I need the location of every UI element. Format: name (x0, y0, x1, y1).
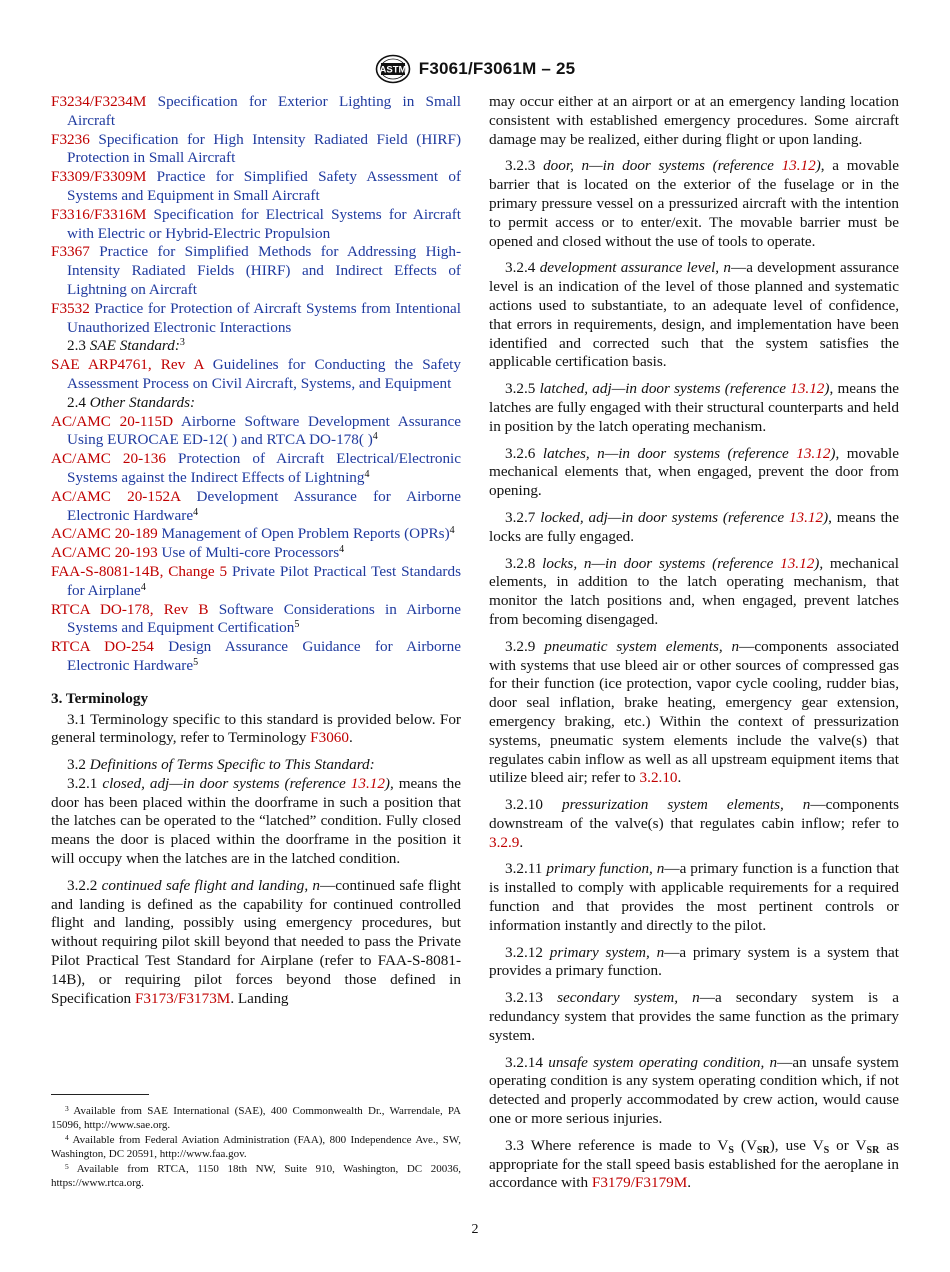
definition-3-2-5: 3.2.5 latched, adj—in door systems (reference 13.12), means the latches are fully engaged with their structural counterparts and held in position by the latch operating mechanism. (489, 380, 900, 435)
paragraph-3-2: 3.2 Definitions of Terms Specific to This Standard: (67, 756, 375, 774)
reference-entry (51, 413, 461, 451)
reference-code-link[interactable]: RTCA DO-254 (51, 638, 154, 656)
cross-reference-link[interactable]: F3179/F3179M (591, 1174, 688, 1192)
definition-3-2-10: 3.2.10 pressurization system elements, n—components downstream of the valve(s) that regulates cabin inflow; refer to 3.2.9. (489, 796, 899, 851)
reference-entry (51, 638, 461, 676)
page-number: 2 (471, 1222, 479, 1237)
cross-reference-link[interactable]: 13.12 (790, 380, 825, 398)
reference-entry (51, 563, 461, 601)
footnote-marker: 5 (294, 619, 300, 631)
reference-entry (51, 356, 461, 394)
reference-title-link[interactable]: Practice for Simplified Safety Assessment of Systems and Equipment in Small Aircraft (67, 168, 461, 204)
cross-reference-link[interactable]: 13.12 (781, 157, 816, 175)
defined-term: primary system, n (549, 943, 665, 961)
defined-term: closed, adj—in door systems (reference (102, 774, 346, 792)
footnote-divider (51, 1094, 149, 1095)
right-column (489, 93, 899, 1193)
defined-term: continued safe flight and landing, n (101, 876, 321, 894)
definition-3-2-4: 3.2.4 development assurance level, n—a development assurance level is an indication of the level of those planned and systematic actions used to substantiate, to an adequate level of confidence, that errors in requirements, design, and implementation have been identified and corrected such that the system satisfies the applicable certification basis. (489, 259, 900, 371)
reference-title-link[interactable]: Specification for Exterior Lighting in Small Aircraft (67, 93, 461, 129)
page-header (0, 52, 950, 86)
cross-reference-link[interactable]: 3.2.10 (639, 769, 678, 787)
reference-code-link[interactable]: AC/AMC 20-189 (51, 525, 158, 543)
reference-code-link[interactable]: F3532 (51, 299, 90, 317)
svg-text:ASTM: ASTM (379, 64, 407, 76)
reference-entry (51, 525, 461, 544)
definition-3-2-2: 3.2.2 continued safe flight and landing, n—continued safe flight and landing is defined as the capability for continued controlled flight and landing, possibly using emergency procedures, but without requiring pilot skill beyond that needed to pass the Private Pilot Practical Test Standard for Airplane (refer to FAA-S-8081-14B), or requiring pilot forces beyond those defined in Specification F3173/F3173M. Landing (51, 876, 462, 1007)
section-heading-terminology: 3. Terminology (51, 689, 149, 707)
reference-entry (51, 131, 461, 169)
reference-title-link[interactable]: Practice for Simplified Methods for Addressing High-Intensity Radiated Fields (HIRF) and Indirect Effects of Lightning on Aircraft (67, 243, 461, 298)
defined-term: primary function, n (546, 860, 665, 878)
reference-title-link[interactable]: Software Considerations in Airborne Systems and Equipment Certification (67, 600, 462, 637)
reference-code-link[interactable]: F3309/F3309M (51, 168, 147, 186)
reference-code-link[interactable]: RTCA DO-178, Rev B (51, 600, 209, 618)
footnote: $^5$ Available from RTCA, 1150 18th NW, Suite 910, Washington, DC 20036, https://www.rtca.org. (51, 1162, 461, 1189)
paragraph-3-3: 3.3 Where reference is made to VS (VSR), use VS or VSR as appropriate for the stall speed basis established for the aeroplane in accordance with F3179/F3179M. (489, 1136, 899, 1192)
reference-title-link[interactable]: Specification for High Intensity Radiated Field (HIRF) Protection in Small Aircraft (67, 130, 462, 167)
left-column (51, 93, 461, 1008)
reference-code-link[interactable]: SAE ARP4761, Rev A (51, 356, 204, 374)
defined-term: door, n—in door systems (reference (543, 157, 774, 175)
footnote-marker: 4 (193, 506, 199, 518)
footnote-marker: 5 (193, 656, 199, 668)
footnote-marker: 4 (372, 431, 378, 443)
cross-reference-link[interactable]: 3.2.9 (489, 833, 520, 851)
definition-3-2-11: 3.2.11 primary function, n—a primary function is a function that is installed to comply with applicable requirements for a required function and that provides the most pertinent controls or information instantly and directly to the pilot. (489, 860, 900, 934)
cross-reference-link[interactable]: 13.12 (796, 444, 831, 462)
definition-3-2-12: 3.2.12 primary system, n—a primary system is a system that provides a primary function. (489, 943, 899, 980)
reference-title-link[interactable]: Practice for Protection of Aircraft Systems from Intentional Unauthorized Electronic Interactions (67, 299, 462, 336)
defined-term: locks, n—in door systems (reference (542, 554, 774, 572)
sae-standard-heading: 2.3 SAE Standard:$^3$ (67, 337, 185, 355)
other-standards-heading: 2.4 Other Standards: (67, 393, 196, 411)
footnote-number: 5 (65, 1162, 69, 1171)
reference-entry (51, 488, 461, 526)
reference-entry (51, 450, 461, 488)
reference-title-link[interactable]: Private Pilot Practical Test Standards for Airplane (67, 562, 461, 599)
definition-3-2-13: 3.2.13 secondary system, n—a secondary system is a redundancy system that provides the same function as the primary system. (489, 989, 899, 1044)
footnote-marker: 4 (339, 544, 345, 556)
reference-title-link[interactable]: Specification for Electrical Systems for Aircraft with Electric or Hybrid-Electric Propulsion (67, 205, 461, 242)
definition-3-2-6: 3.2.6 latches, n—in door systems (reference 13.12), movable mechanical elements that, when engaged, prevent the door from opening. (489, 444, 900, 500)
footnote: $^3$ Available from SAE International (SAE), 400 Commonwealth Dr., Warrendale, PA 15096, http://www.sae.org. (51, 1104, 461, 1131)
defined-term: pressurization system elements, n (561, 796, 811, 814)
defined-term: pneumatic system elements, n (544, 637, 740, 655)
cross-reference-link[interactable]: 13.12 (788, 508, 824, 526)
definition-3-2-7: 3.2.7 locked, adj—in door systems (reference 13.12), means the locks are fully engaged. (489, 508, 900, 545)
reference-entry (51, 601, 461, 639)
reference-entry (51, 300, 461, 338)
footnote: $^4$ Available from Federal Aviation Administration (FAA), 800 Independence Ave., SW, Washington, DC 20591, http://www.faa.gov. (51, 1133, 461, 1160)
defined-term: locked, adj—in door systems (reference (540, 508, 785, 526)
reference-title-link[interactable]: Management of Open Problem Reports (OPRs) (161, 525, 450, 543)
cross-reference-link[interactable]: 13.12 (350, 774, 385, 792)
reference-entry (51, 544, 461, 563)
footnote-marker: 4 (364, 468, 370, 480)
reference-code-link[interactable]: AC/AMC 20-136 (51, 450, 166, 468)
reference-code-link[interactable]: F3316/F3316M (51, 205, 147, 223)
definition-3-2-8: 3.2.8 locks, n—in door systems (reference 13.12), mechanical elements, in addition to the latch operating mechanism, that monitor the latch positions and, when engaged, prevent latches from becoming disengaged. (489, 554, 900, 628)
reference-code-link[interactable]: FAA-S-8081-14B, Change 5 (51, 562, 228, 580)
reference-title-link[interactable]: Design Assurance Guidance for Airborne Electronic Hardware (67, 638, 461, 674)
reference-title-link[interactable]: Protection of Aircraft Electrical/Electronic Systems against the Indirect Effects of Lightning (67, 450, 462, 486)
footnote-marker: 4 (449, 525, 455, 537)
footnote-number: 3 (65, 1104, 69, 1113)
document-designation: F3061/F3061M – 25 (418, 59, 576, 78)
astm-logo-icon (375, 54, 411, 84)
paragraph-3-1: 3.1 Terminology specific to this standard is provided below. For general terminology, refer to Terminology F3060. (51, 710, 461, 747)
reference-entry (51, 168, 461, 206)
reference-title-link[interactable]: Use of Multi-core Processors (161, 544, 340, 562)
cross-reference-link[interactable]: 13.12 (780, 554, 815, 572)
definition-3-2-2-continued: may occur either at an airport or at an emergency landing location consistent with established emergency procedures. Some aircraft damage may be realized, either during flight or upon landing. (489, 93, 899, 148)
definition-3-2-3: 3.2.3 door, n—in door systems (reference 13.12), a movable barrier that is located on the exterior of the fuselage or in the primary pressure vessel on a pressurized aircraft with the intention to permit access or to enter/exit. The movable barrier must be opened and closed without the use of tools to operate. (489, 157, 899, 250)
reference-code-link[interactable]: F3236 (51, 130, 90, 148)
reference-entry (51, 243, 461, 299)
reference-entry (51, 206, 461, 244)
reference-code-link[interactable]: F3234/F3234M (51, 93, 147, 110)
cross-reference-link[interactable]: F3173/F3173M (134, 989, 231, 1007)
cross-reference-link[interactable]: F3060 (310, 729, 349, 747)
definition-3-2-9: 3.2.9 pneumatic system elements, n—components associated with systems that use bleed air or other sources of compressed gas for their function (ice protection, vapor cycle cooling, rudder bias, door seal inflation, brake heating, emergency gear extension, emergency braking, etc.) Within the context of pressurization systems, pneumatic system elements include the valve(s) that regulates cabin inflow as well as all upstream equipment items that utilize bleed air; refer to 3.2.10. (489, 637, 900, 787)
definition-3-2-1: 3.2.1 closed, adj—in door systems (reference 13.12), means the door has been placed within the doorframe in such a position that the latches can be operated to the “latched” condition. Fully closed means the door is placed within the doorframe in the position it will occupy when the latches are in the latched condition. (51, 774, 462, 868)
defined-term: development assurance level, n (539, 259, 731, 277)
defined-term: latches, n—in door systems (reference (542, 444, 789, 462)
footnote-number: 4 (65, 1133, 69, 1142)
footnote-marker: 3 (179, 337, 185, 349)
footnotes (51, 1104, 461, 1191)
reference-code-link[interactable]: AC/AMC 20-193 (51, 544, 158, 562)
defined-term: secondary system, n (557, 989, 700, 1007)
footnote-marker: 4 (140, 581, 146, 593)
reference-entry (51, 93, 461, 131)
defined-term: unsafe system operating condition, n (548, 1053, 778, 1071)
reference-title-link[interactable]: Guidelines for Conducting the Safety Assessment Process on Civil Aircraft, Systems, and Equipment (67, 356, 461, 392)
reference-code-link[interactable]: AC/AMC 20-152A (51, 487, 181, 505)
definition-3-2-14: 3.2.14 unsafe system operating condition, n—an unsafe system operating condition is any system operating condition which, if not detected and properly accommodated by crew action, would cause one or more serious injuries. (489, 1053, 899, 1128)
defined-term: latched, adj—in door systems (reference (539, 380, 786, 398)
reference-code-link[interactable]: F3367 (51, 243, 90, 261)
reference-code-link[interactable]: AC/AMC 20-115D (51, 412, 174, 430)
reference-title-link[interactable]: Development Assurance for Airborne Electronic Hardware (67, 487, 462, 524)
reference-title-link[interactable]: Airborne Software Development Assurance Using EUROCAE ED-12( ) and RTCA DO-178( ) (67, 412, 462, 449)
